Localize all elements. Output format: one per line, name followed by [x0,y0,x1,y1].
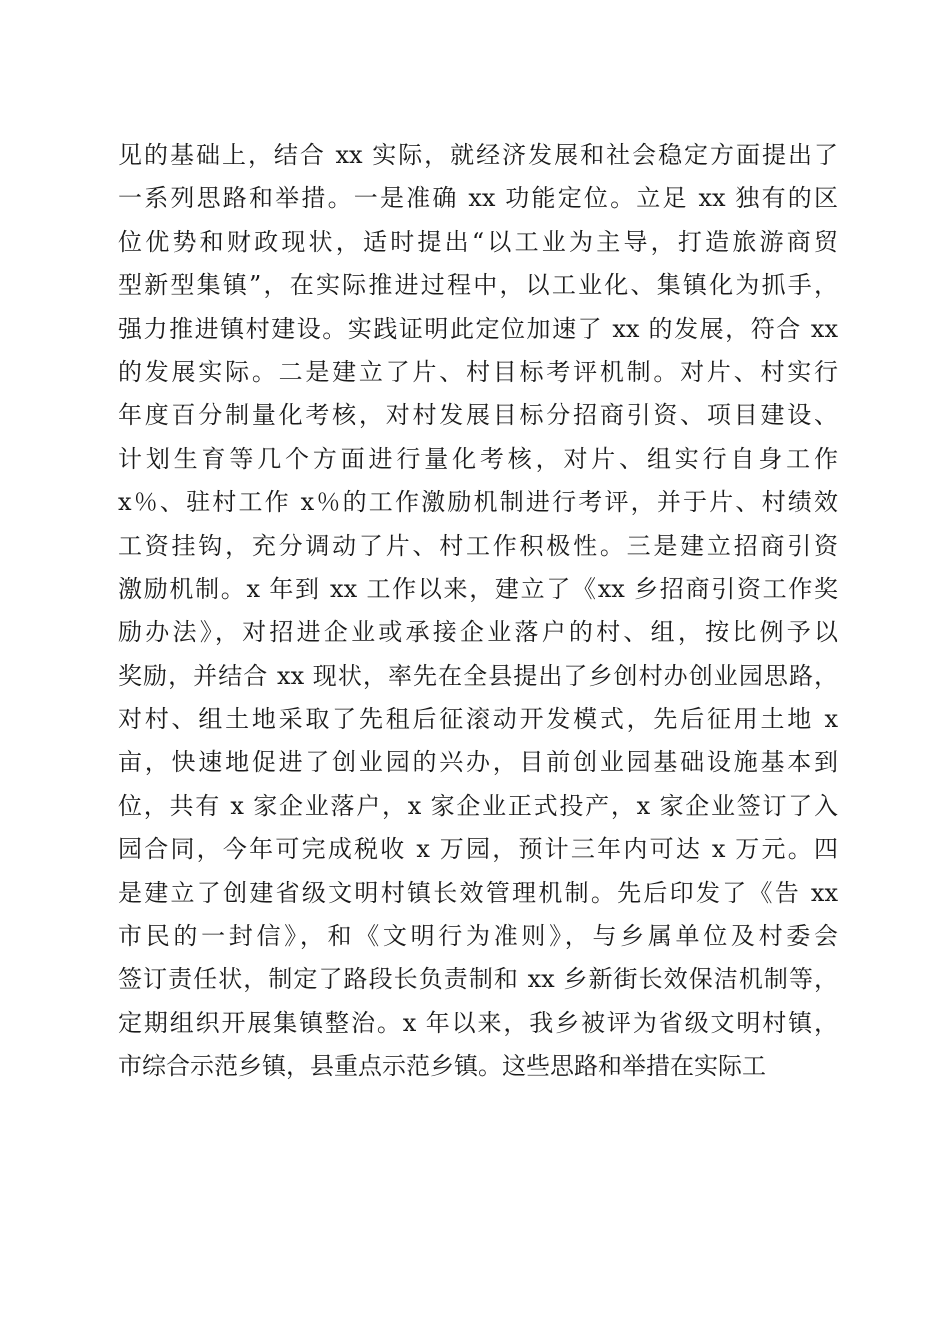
text-line: x％、驻村工作 x％的工作激励机制进行考评，并于片、村绩效 [118,488,838,517]
text-line: 见的基础上，结合 xx 实际，就经济发展和社会稳定方面提出了 [118,141,838,169]
text-line: 市综合示范乡镇，县重点示范乡镇。这些思路和举措在实际工 [118,1052,766,1081]
text-line: 奖励，并结合 xx 现状，率先在全县提出了乡创村办创业园思路， [118,661,838,690]
text-line: 励办法》，对招进企业或承接企业落户的村、组，按比例予以 [118,618,838,647]
text-line: 定期组织开展集镇整治。x 年以来，我乡被评为省级文明村镇， [118,1008,838,1037]
text-line: 型新型集镇”，在实际推进过程中，以工业化、集镇化为抓手， [118,271,838,300]
text-line: 工资挂钩，充分调动了片、村工作积极性。三是建立招商引资 [118,531,838,560]
text-line: 亩，快速地促进了创业园的兴办，目前创业园基础设施基本到 [118,748,838,777]
text-line: 对村、组土地采取了先租后征滚动开发模式，先后征用土地 x [118,705,838,734]
text-line: 激励机制。x 年到 xx 工作以来，建立了《xx 乡招商引资工作奖 [118,574,838,603]
text-line: 签订责任状，制定了路段长负责制和 xx 乡新街长效保洁机制等， [118,965,838,994]
text-line: 园合同，今年可完成税收 x 万园，预计三年内可达 x 万元。四 [118,835,838,864]
text-line: 一系列思路和举措。一是准确 xx 功能定位。立足 xx 独有的区 [118,184,838,213]
text-line: 市民的一封信》，和《文明行为准则》，与乡属单位及村委会 [118,922,838,951]
text-line: 计划生育等几个方面进行量化考核，对片、组实行自身工作 [118,444,838,473]
text-line: 年度百分制量化考核，对村发展目标分招商引资、项目建设、 [118,401,838,430]
text-line: 位，共有 x 家企业落户，x 家企业正式投产，x 家企业签订了入 [118,791,838,820]
text-line: 的发展实际。二是建立了片、村目标考评机制。对片、村实行 [118,357,838,386]
text-line: 是建立了创建省级文明村镇长效管理机制。先后印发了《告 xx [118,878,838,907]
text-line: 位优势和财政现状，适时提出“以工业为主导，打造旅游商贸 [118,227,838,256]
body-paragraph [118,134,838,1089]
text-line: 强力推进镇村建设。实践证明此定位加速了 xx 的发展，符合 xx [118,314,838,343]
